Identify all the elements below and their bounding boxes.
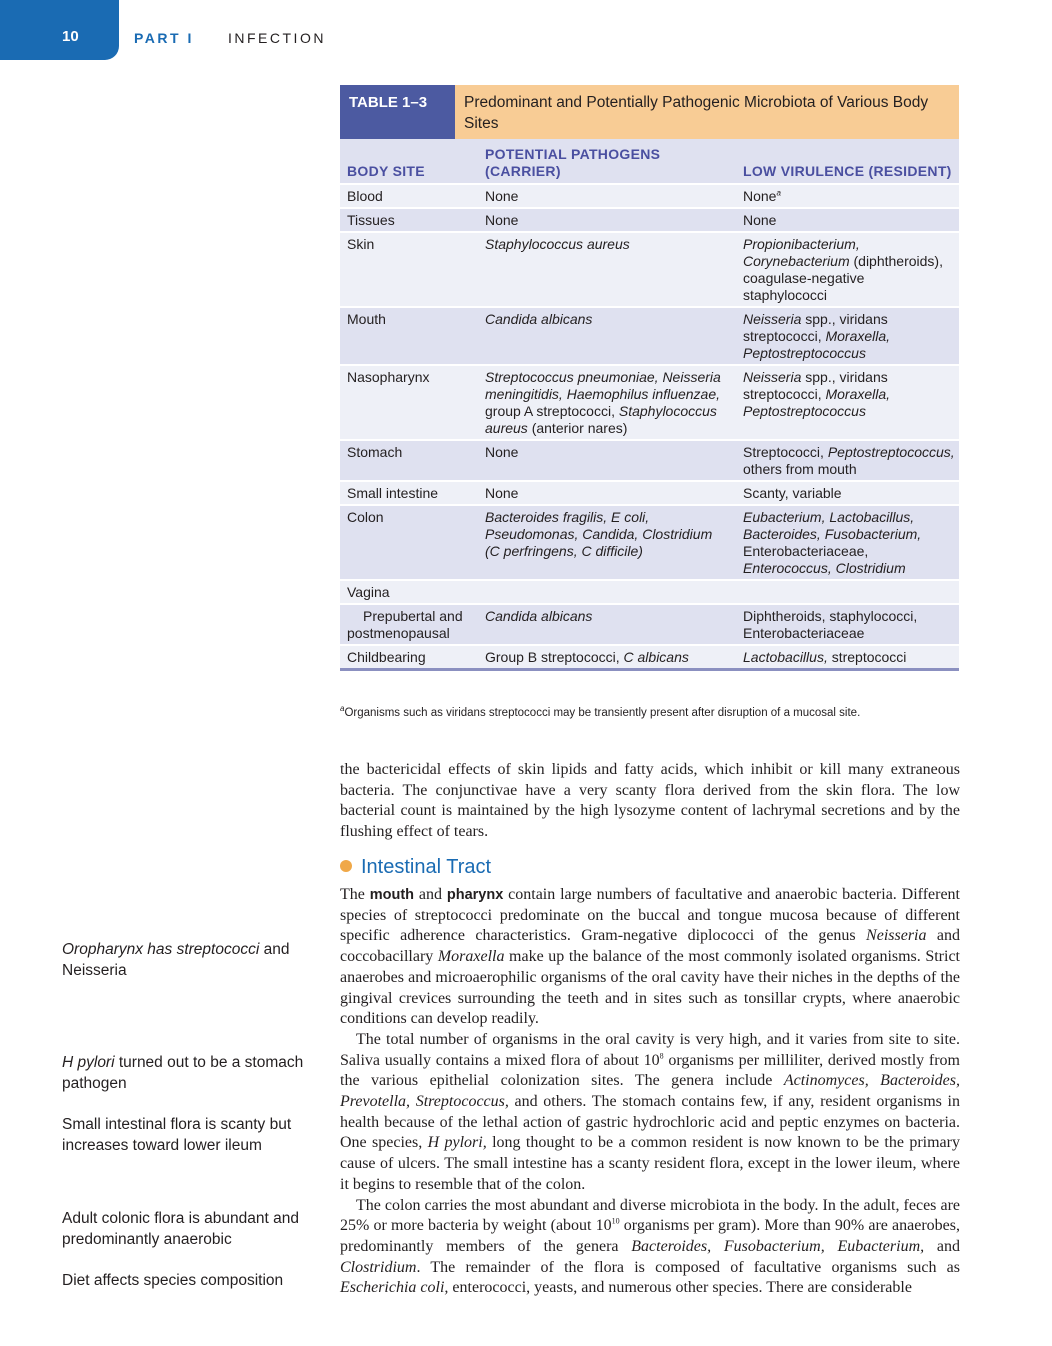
- section-label: INFECTION: [228, 30, 326, 46]
- microbiota-table: [340, 85, 959, 671]
- row-pathogen: None: [485, 444, 519, 460]
- paragraph-oral-cavity: The total number of organisms in the oral cavity is very high, and it varies from site to site. Saliva usually contains a mixed flora of about $10^8$ organisms per milliliter, derived mostly from the various epithelial colonization sites. The genera include Actinomyces, Bacteroides, Prevotella, Streptococcus, and others. The stomach contains few, if any, resident organisms in health because of the lethal action of gastric hydrochloric acid and peptic enzymes on bacteria. One species, H pylori, long thought to be a common resident is now known to be the primary cause of ulcers. The small intestine has a scanty resident flora, except in the lower ileum, where it begins to resemble that of the colon.: [340, 1030, 960, 1193]
- row-pathogen: Streptococcus pneumoniae, Neisseria meningitidis, Haemophilus influenzae, group A streptococci, Staphylococcus aureus (anterior nares): [485, 369, 721, 436]
- row-site: Stomach: [347, 444, 403, 460]
- row-site: Small intestine: [347, 485, 439, 501]
- page-number: 10: [62, 28, 79, 45]
- table-row: [340, 209, 959, 233]
- row-site: Childbearing: [347, 649, 426, 665]
- margin-note-diet: Diet affects species composition: [62, 1272, 284, 1289]
- table-header: [340, 85, 959, 139]
- row-site: Blood: [347, 188, 383, 204]
- body-paragraph-continued: the bactericidal effects of skin lipids and fatty acids, which inhibit or kill many extraneous bacteria. The conjunctivae have a very scanty flora derived from the skin flora. The low bacterial count is maintained by the high lysozyme content of lachrymal secretions and by the flushing effect of tears.: [340, 761, 960, 841]
- col-pathogens-line1: POTENTIAL PATHOGENS: [485, 146, 661, 162]
- row-pathogen: None: [485, 188, 519, 204]
- row-pathogen: None: [485, 485, 519, 501]
- table-label: TABLE 1–3: [340, 85, 455, 139]
- row-pathogen: Bacteroides fragilis, E coli, Pseudomonas, Candida, Clostridium (C perfringens, C difficile): [485, 509, 713, 559]
- row-site: Prepubertal and postmenopausal: [347, 608, 463, 641]
- margin-note-colonic-flora: Adult colonic flora is abundant and predominantly anaerobic: [62, 1210, 299, 1248]
- row-pathogen: Group B streptococci, C albicans: [485, 649, 689, 665]
- col-pathogens: [485, 146, 743, 180]
- table-column-headers: [340, 139, 959, 185]
- part-label: PART I: [134, 30, 194, 46]
- table-row: [340, 308, 959, 366]
- margin-note-small-intestine: Small intestinal flora is scanty but increases toward lower ileum: [62, 1116, 292, 1154]
- table-row: [340, 441, 959, 482]
- row-site: Skin: [347, 236, 375, 252]
- row-resident: None$^a$: [743, 188, 781, 204]
- table-row: [340, 581, 959, 605]
- bullet-icon: [340, 860, 352, 872]
- table-row: [340, 605, 959, 646]
- row-site: Vagina: [347, 584, 390, 600]
- margin-note-oropharynx: Oropharynx has streptococci and Neisseria: [62, 941, 290, 979]
- paragraph-colon: The colon carries the most abundant and diverse microbiota in the body. In the adult, feces are 25% or more bacteria by weight (about $10^{10}$ organisms per gram). More than 90% are anaerobes, predominantly members of the genera Bacteroides, Fusobacterium, Eubacterium, and Clostridium. The remainder of the flora is composed of facultative organisms such as Escherichia coli, enterococci, yeasts, and numerous other species. There are considerable: [340, 1196, 961, 1297]
- row-resident: Neisseria spp., viridans streptococci, Moraxella, Peptostreptococcus: [743, 369, 891, 419]
- table-footnote: $^a$Organisms such as viridans streptococci may be transiently present after disruption of a mucosal site.: [340, 704, 861, 719]
- row-resident: None: [743, 212, 777, 228]
- col-body-site: BODY SITE: [347, 163, 425, 179]
- table-row: [340, 482, 959, 506]
- row-site: Mouth: [347, 311, 386, 327]
- row-resident: Lactobacillus, streptococci: [743, 649, 907, 665]
- row-pathogen: Candida albicans: [485, 311, 593, 327]
- row-resident: Neisseria spp., viridans streptococci, Moraxella, Peptostreptococcus: [743, 311, 891, 361]
- margin-note-hpylori: H pylori turned out to be a stomach pathogen: [62, 1054, 304, 1092]
- page-number-tab: [0, 0, 119, 60]
- col-low-virulence: LOW VIRULENCE (RESIDENT): [743, 163, 952, 179]
- table-row: [340, 366, 959, 441]
- row-resident: Streptococci, Peptostreptococcus, others from mouth: [743, 444, 955, 477]
- table-row: [340, 233, 959, 308]
- col-pathogens-line2: (CARRIER): [485, 163, 561, 179]
- table-title: Predominant and Potentially Pathogenic Microbiota of Various Body Sites: [455, 85, 959, 139]
- section-heading: Intestinal Tract: [340, 856, 491, 879]
- row-resident: Eubacterium, Lactobacillus, Bacteroides, Fusobacterium, Enterobacteriaceae, Enterococcus, Clostridium: [743, 509, 922, 576]
- table-bottom-rule: [340, 668, 959, 671]
- row-site: Colon: [347, 509, 384, 525]
- row-pathogen: None: [485, 212, 519, 228]
- row-resident: Diphtheroids, staphylococci, Enterobacteriaceae: [743, 608, 918, 641]
- row-site: Nasopharynx: [347, 369, 430, 385]
- row-pathogen: Candida albicans: [485, 608, 593, 624]
- row-pathogen: Staphylococcus aureus: [485, 236, 630, 252]
- body-text: [340, 885, 960, 1299]
- row-resident: Scanty, variable: [743, 485, 842, 501]
- row-resident: Propionibacterium, Corynebacterium (diphtheroids), coagulase-negative staphylococci: [743, 236, 943, 303]
- row-site: Tissues: [347, 212, 395, 228]
- table-row: [340, 506, 959, 581]
- table-row: [340, 185, 959, 209]
- table-row: [340, 646, 959, 668]
- paragraph-mouth: The mouth and pharynx contain large numbers of facultative and anaerobic bacteria. Different species of streptococci predominate on the buccal and tongue mucosa because of different specific adherence characteristics. Gram-negative diplococci of the genus Neisseria and coccobacillary Moraxella make up the balance of the most commonly isolated organisms. Strict anaerobes and microaerophilic organisms of the oral cavity have their niches in the depths of the gingival crevices surrounding the teeth and in sites such as tonsillar crypts, where anaerobic conditions can develop readily.: [340, 886, 961, 1028]
